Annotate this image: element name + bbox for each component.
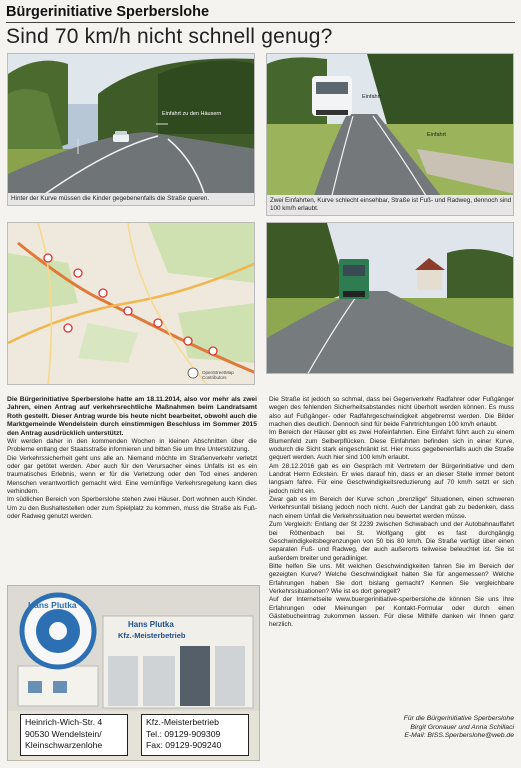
photo-truck-road: [266, 222, 514, 374]
paragraph: Bitte helfen Sie uns. Mit welchen Geschwindigkeiten fahren Sie im Bereich der gezeigten Kurve? Welche Geschwindigkeit halten Sie für angemessen? Welche Erfahrungen haben Sie dort bislang gemacht? Kennen Sie vergleichbare Verkehrssituationen? Wie ist es dort geregelt?: [269, 562, 514, 595]
signature-block: [270, 715, 514, 741]
organization-title: Bürgerinitiative Sperberslohe: [6, 4, 210, 20]
ad-contact-fax: Fax: 09129-909240: [146, 740, 222, 750]
entrance-label-1: Einfahrt: [362, 94, 381, 100]
ad-address-city: 90530 Wendelstein/: [25, 728, 102, 739]
map-st2239: [7, 222, 255, 385]
ad-address-box: [20, 714, 128, 756]
signature-line: Für die Bürgerinitiative Sperberslohe: [403, 715, 514, 722]
photo-caption: Hinter der Kurve müssen die Kinder gegebenenfalls die Straße queren.: [8, 193, 255, 205]
map-credit: OpenStreetMap Contributors: [202, 370, 234, 380]
paragraph: Die Straße ist jedoch so schmal, dass bei Gegenverkehr Radfahrer oder Fußgänger wegen des fehlenden Sicherheitsabstandes nicht überholt werden können. Es muss also auf Fußgänger- oder Radfahrgeschwindigkeit abgebremst werden. Die Bilder machen dies deutlich. Dennoch sind für beide Fahrtrichtungen 100 km/h erlaubt.: [269, 396, 514, 429]
paragraph: Die Verkehrssicherheit geht uns alle an. Niemand möchte im Straßenverkehr verletzt oder gar getötet werden. Aber auch für den Verursacher eines Unfalls ist es ein traumatisches Erlebnis, wenn er für die Verletzung oder den Tod eines anderen Menschen verantwortlich gemacht wird. Eine vernünftige Verkehrsregelung kann dies verhindern.: [7, 454, 257, 496]
signature-email: E-Mail: BISS.Sperberslohe@web.de: [404, 732, 514, 740]
ad-contact-trade: Kfz.-Meisterbetrieb: [146, 717, 219, 727]
ad-contact-phone: Tel.: 09129-909309: [146, 728, 221, 739]
paragraph: Am 28.12.2016 gab es ein Gespräch mit Vertretern der Bürgerinitiative und dem Landrat Herrn Eckstein. Er wies darauf hin, dass er an dieser Stelle immer betont langsam fahre. Für eine Geschwindigkeitsreduzierung auf 70 km/h setzt er sich jedoch nicht ein.: [269, 462, 514, 495]
lead-paragraph: Die Bürgerinitiative Sperberslohe hatte am 18.11.2014, also vor mehr als zwei Jahren, einen Antrag auf verkehrsrechtliche Maßnahmen beim Landratsamt Roth gestellt. Dieser Antrag wurde bis heute nicht bearbeitet, obwohl auch die Marktgemeinde Wendelstein durch einstimmigen Beschluss im Sommer 2015 den Antrag ausdrücklich unterstützt.: [7, 396, 257, 437]
signature-names: Birgit Gronauer und Anna Schillaci: [410, 723, 514, 731]
ad-address-street: Heinrich-Wich-Str. 4: [25, 717, 103, 727]
header-divider: [6, 22, 515, 23]
left-text-column: [7, 396, 257, 521]
ad-contact-box: [141, 714, 249, 756]
ad-address-district: Kleinschwarzenlohe: [25, 740, 103, 750]
paragraph: Im südlichen Bereich von Sperberslohe stehen zwei Häuser. Dort wohnen auch Kinder. Um zu den Bushaltestellen oder zum Spielplatz zu kommen, muss die Straße als Fuß- oder Radweg genutzt werden.: [7, 496, 257, 521]
paragraph: Zwar gab es im Bereich der Kurve schon „brenzlige“ Situationen, einen schweren Verkehrsunfall bislang jedoch noch nicht. Auch der Landrat gab zu bedenken, dass nach einem Unfall die Verkehrssituation neu bewertet werden müsse.: [269, 496, 514, 520]
paragraph: Zum Vergleich: Entlang der St 2239 zwischen Schwabach und der Autobahnauffahrt bei Röthenbach bei St. Wolfgang gibt es fast durchgängig Geschwindigkeitsbegrenzungen von 50 bis 80 km/h. Die Straße verfügt über einen separaten Fuß- und Radweg, der auch außerorts teilweise beleuchtet ist. Sie ist außerdem breiter und geradliniger.: [269, 521, 514, 562]
right-text-column: [269, 396, 514, 630]
ad-logo-text: Hans Plutka: [28, 600, 77, 610]
paragraph: Wir werden daher in den kommenden Wochen in kleinen Abschnitten über die Probleme entlang der Staatsstraße informieren und bitten Sie um Ihre Unterstützung.: [7, 438, 257, 454]
photo-van-road: [266, 53, 514, 216]
driveway-label: Einfahrt zu den Häusern: [162, 111, 222, 117]
workshop-advertisement: [7, 585, 260, 761]
entrance-label-2: Einfahrt: [427, 132, 446, 138]
photo-caption: Zwei Einfahrten, Kurve schlecht einsehbar, Straße ist Fuß- und Radweg, dennoch sind 100 km/h erlaubt.: [267, 195, 514, 215]
article-headline: Sind 70 km/h nicht schnell genug?: [6, 25, 333, 48]
article-header: [6, 4, 515, 49]
ad-sign-trade: Kfz.-Meisterbetrieb: [118, 631, 186, 640]
ad-sign-name: Hans Plutka: [128, 620, 174, 629]
paragraph: Im Bereich der Häuser gibt es zwei Hofeinfahrten. Eine Einfahrt führt auch zu einem Blumenfeld zum Selberpflücken. Diese Einfahrten befinden sich in einer Kurve, wodurch die Sicht stark eingeschränkt ist. Hier muss gegebenenfalls auch die Straße gequert werden. Auch hier sind 100 km/h erlaubt.: [269, 429, 514, 462]
paragraph: Auf der Internetseite www.buergerinitiative-sperberslohe.de können Sie uns Ihre Erfahrungen oder Meinungen per Kontakt-Formular oder durch einen Gästebucheintrag zukommen lassen. Für diese Mithilfe danken wir Ihnen ganz herzlich.: [269, 596, 514, 629]
photo-road-curve: [7, 53, 255, 206]
